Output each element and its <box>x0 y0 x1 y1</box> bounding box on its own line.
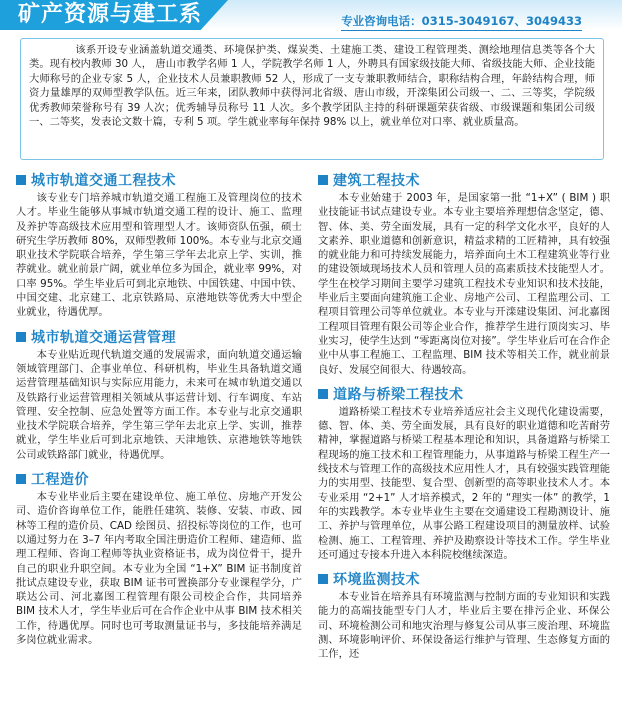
page-title: 矿产资源与建工系 <box>18 2 203 27</box>
section-engineering-cost <box>16 469 302 647</box>
section-title: 城市轨道交通工程技术 <box>31 173 176 189</box>
intro-box <box>20 38 604 160</box>
section-body: 该专业专门培养城市轨道交通工程施工及管理岗位的技术人才。毕业生能够从事城市轨道交通工程的设计、施工、监理及养护等高级技术应用型和管理型人才。该师资队伍强，硕士研究生学历教师 80%，双师型教师 100%。本专业与北京交通职业技术学院联合培养，学生第三学年去北京上学、实训，推荐就业。就业前景广阔，就业单位多为国企，就业率 99%，对口率 95%。学生毕业后可到北京地铁、中国铁建、中国中铁、中国交建、北京建工、北京铁路局、京港地铁等优秀大中型企业就业，待遇优厚。 <box>16 192 302 319</box>
section-body: 本专业始建于 2003 年，是国家第一批 “1+X” ( BIM ) 职业技能证书试点建设专业。本专业主要培养理想信念坚定，德、智、体、美、劳全面发展，具有一定的科学文化水平，良好的人文素养、职业道德和创新意识，精益求精的工匠精神，具有较强的就业能力和可持续发展能力，培养面向土木工程建筑业等行业的建设领域现场技术人员和管理人员的高素质技术技能型人才。学生在校学习期间主要学习建筑工程技术专业知识和技术技能，毕业后主要面向建筑施工企业、房地产公司、工程监理公司、工程项目管理公司等单位就业。本专业与开滦建设集团、河北嘉图工程项目管理有限公司等企业合作，推荐学生进行顶岗实习、毕业实习，使学生达到 “零距离岗位对接”。学生毕业后可在合作企业中从事工程施工、工程监理、BIM 技术等相关工作，就业前景良好、发展空间很大、待遇较高。 <box>318 192 610 376</box>
hotline-text: 专业咨询电话：0315-3049167、3049433 <box>341 13 582 31</box>
section-urban-rail-operation <box>16 327 302 462</box>
section-title: 工程造价 <box>31 472 89 489</box>
section-title: 建筑工程技术 <box>333 173 420 189</box>
square-bullet-icon <box>16 332 26 342</box>
section-body: 本专业旨在培养具有环境监测与控制方面的专业知识和实践能力的高端技能型专门人才，毕业后主要在排污企业、环保公司、环境检测公司和地灾治理与修复公司从事三废治理、环境监测、环境影响评价、环保设备运行维护与管理、生态修复方面的工作，还 <box>318 591 610 661</box>
intro-text: 该系开设专业涵盖轨道交通类、环境保护类、煤炭类、土建施工类、建设工程管理类、测绘地理信息类等各个大类。现有校内教师 30 人， 唐山市教学名师 1 人，学院教学名师 1 人，外聘具有国家级技能大师、省级技能大师、企业技能大师称号的企业专家 5 人，企业技术人员兼职教师 52 人，形成了一支专兼职教师结合，职称结构合理，年龄结构合理，师资力量雄厚的双师型教学队伍。近三年来，团队教师中获得河北省级、唐山市级，开滦集团公司级一、二、三等奖，学院级优秀教师荣誉称号有 39 人次；优秀辅导员称号 11 人次。多个教学团队主持的科研课题荣获省级、市级课题和集团公司级一、二等奖，发表论文数十篇，专利 5 项。学生就业率每年保持 98% 以上，就业单位对口率、就业质量高。 <box>29 44 595 129</box>
square-bullet-icon <box>16 175 26 185</box>
section-body: 本专业贴近现代轨道交通的发展需求，面向轨道交通运输领域管理部门、企事业单位、科研机构，毕业生具备轨道交通运营管理基础知识与实际应用能力，未来可在城市轨道交通以及铁路行业运营管理相关领域从事运营计划、行车调度、车站管理、安全控制、应急处置等方面工作。本专业与北京交通职业技术学院联合培养，学生第三学年去北京上学、实训，推荐就业，学生毕业后可到北京地铁、天津地铁、京港地铁等地铁公司或铁路部门就业，待遇优厚。 <box>16 348 302 461</box>
square-bullet-icon <box>318 389 328 399</box>
section-title: 道路与桥梁工程技术 <box>333 386 464 403</box>
square-bullet-icon <box>16 474 26 484</box>
section-building-engineering <box>318 170 610 377</box>
section-title: 环境监测技术 <box>333 572 420 589</box>
section-title: 城市轨道交通运营管理 <box>31 329 176 346</box>
square-bullet-icon <box>318 175 328 185</box>
section-body: 本专业毕业后主要在建设单位、施工单位、房地产开发公司、造价咨询单位工作，能胜任建筑、装修、安装、市政、园林等工程的造价员、CAD 绘图员、招投标等岗位的工作，也可以通过努力在 3–7 年内考取全国注册造价工程师、建造师、监理工程师、咨询工程师等执业资格证书，成为岗位骨干，提升自己的职业升职空间。本专业为全国 “1+X” BIM 证书制度首批试点建设专业，获取 BIM 证书可置换部分专业课程学分，广联达公司、河北嘉图工程管理有限公司校企合作，共同培养 BIM 技术人才，学生毕业后可在合作企业中从事 BIM 技术相关工作，待遇优厚。同时也可考取测量证书与，多技能培养满足多岗位就业需求。 <box>16 491 302 647</box>
section-environmental-monitoring <box>318 569 610 661</box>
left-column <box>16 170 302 647</box>
right-column <box>318 170 610 662</box>
section-urban-rail-engineering <box>16 170 302 320</box>
section-body: 道路桥梁工程技术专业培养适应社会主义现代化建设需要，德、智、体、美、劳全面发展，具有良好的职业道德和吃苦耐劳精神，掌握道路与桥梁工程基本理论和知识，具备道路与桥梁工程现场的施工技术和工程管理能力，从事道路与桥梁工程生产一线技术与管理工作的高级技术应用性人才，具有较强实践管理能力的实用型、技能型、复合型、创新型的高等职业技术人才。本专业采用 “2+1” 人才培养模式，2 年的 “理实一体” 的教学，1 年的实践教学。本专业毕业生主要在交通建设工程勘测设计、施工、养护与管理单位，从事公路工程建设项目的测量放样、试验检测、施工、工程管理、养护及勘察设计等技术工作。学生毕业还可通过专接本升进入本科院校继续深造。 <box>318 405 610 561</box>
section-road-bridge <box>318 384 610 562</box>
header-band <box>0 0 622 30</box>
square-bullet-icon <box>318 574 328 584</box>
